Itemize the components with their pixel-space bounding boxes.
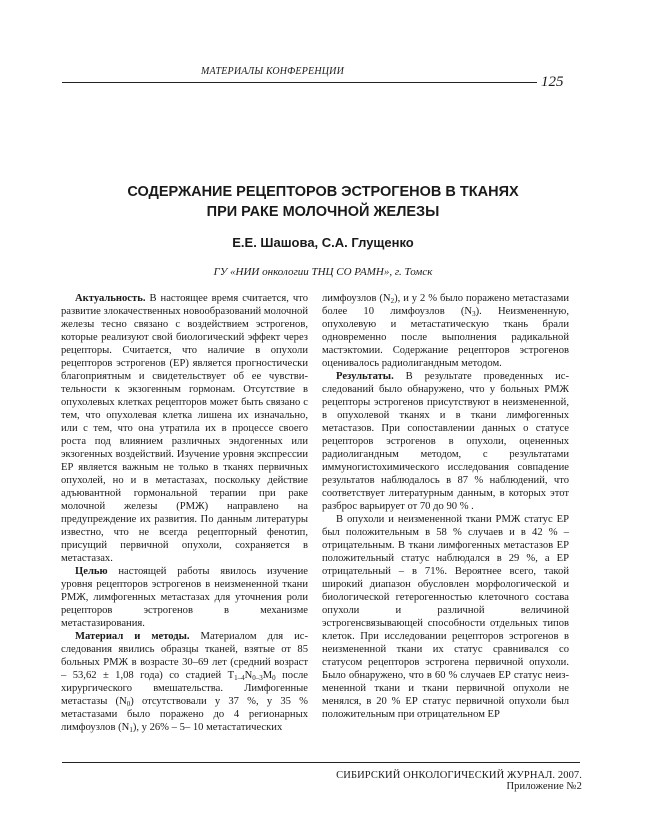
title-line-2: ПРИ РАКЕ МОЛОЧНОЙ ЖЕЛЕЗЫ	[206, 204, 440, 220]
paragraph-results	[322, 370, 569, 513]
paragraph-text: настоящей работы явилось изучение уровня рецепторов эстрогенов в неизмененной ткани РМЖ, лимфогенных метастазах для уточнения роли рецепторов эстрогенов в механизме метастазирования.	[61, 566, 308, 629]
footer-rule	[62, 762, 580, 763]
paragraph-aim	[61, 565, 308, 630]
running-header: МАТЕРИАЛЫ КОНФЕРЕНЦИИ	[200, 66, 345, 77]
paragraph-text: В результате проведенных исследований было обнаружено, что у больных РМЖ рецепторы эстрогенов присутствуют в неизмененной, в опухолевой тканях и в ткани лимфогенных метастазов. При сопоставлении данных о статусе рецепторов эстрогенов в опухоли, оцененных радиолигандным методом, с результатами иммуногистохимического исследования совпадение результатов наблюдалось в 87 % наблюдений, что соответствует литературным данным, в которых этот разброс варьирует от 70 до 90 % .	[322, 371, 569, 512]
paragraph-heading: Целью	[75, 566, 108, 577]
title-line-1: СОДЕРЖАНИЕ РЕЦЕПТОРОВ ЭСТРОГЕНОВ В ТКАНЯХ	[127, 184, 519, 200]
paragraph-methods-continued: лимфоузлов $(N_2)$, и у 2 % было поражено метастазами более 10 лимфоузлов $(N_3)$. Неизмененную, опухолевую и метастатическую ткань брали одновременно после выполнения радикальной мастэктомии. Содержание рецепторов эстрогенов оценивалось радиолигандным методом.	[322, 293, 570, 369]
paragraph-heading: Результаты.	[336, 371, 394, 382]
affiliation: ГУ «НИИ онкологии ТНЦ СО РАМН», г. Томск	[213, 266, 433, 278]
paragraph-relevance	[61, 292, 308, 565]
authors: Е.Е. Шашова, С.А. Глущенко	[232, 235, 414, 250]
journal-footer: СИБИРСКИЙ ОНКОЛОГИЧЕСКИЙ ЖУРНАЛ. 2007. Приложение №2	[336, 770, 582, 792]
left-column	[61, 292, 308, 734]
article-title	[60, 182, 586, 222]
paragraph-methods: Материал и методы. Материалом для исследования явились образцы тканей, взятые от 85 больных РМЖ в возрасте 30–69 лет (средний возраст – 53,62 ± 1,08 года) со стадией $T_{1-4}N_{0-3}M_0$ после хирургического вмешательства. Лимфогенные метастазы $(N_0)$ отсутствовали у 37 %, у 35 % метастазами было поражено до 4 регионарных лимфоузлов $(N_1)$, у 26% – 5– 10 метастатических	[61, 631, 308, 734]
paragraph-heading: Материал и методы.	[75, 631, 190, 642]
page-number: 125	[541, 74, 564, 90]
right-column	[322, 292, 569, 721]
paragraph-text: В настоящее время считается, что развитие злокачественных новообразований молочной железы тесно связано с воздействием эстрогенов, которые реализуют свой биологический эффект через рецепторы. Считается, что наличие в опухоли рецепторов эстрогенов (ЕР) является прогностически благоприятным и свидетельствует об ее чувствительности к экзогенным гормонам. Отсутствие в опухолевых клетках рецепторов может быть связано с тем, что опухолевая клетка лишена их изначально, или с тем, что она утратила их в процессе своего роста под влиянием различных эндогенных или экзогенных воздействий. Изучение уровня экспрессии ЕР является важным не только в тканях первичных опухолей, но и в метастазах, поскольку действие адъювантной гормональной терапии при раке молочной железы (РМЖ) направлено на предупреждение их развития. По данным литературы известно, что не всегда рецепторный фенотип, присущий первичной опухоли, сохраняется в метастазах.	[61, 293, 308, 564]
paragraph-heading: Актуальность.	[75, 293, 146, 304]
header-rule	[62, 82, 537, 83]
paragraph-results-2: В опухоли и неизмененной ткани РМЖ статус ЕР был положительным в 58 % случаев и в 42 % – отрицательным. В ткани лимфогенных метастазов ЕР положительный статус наблюдался в 29 %, а ЕР отрицательный – в 71%. Вероятнее всего, такой широкий диапазон обусловлен морфологической и биологической гетерогенностью клеточного состава опухоли и различной величиной эстрогенсвязывающей способности отдельных типов клеток. При исследовании рецепторов эстрогенов в неизмененной ткани их статус сравнивался со статусом рецепторов эстрогена первичной опухоли. Было обнаружено, что в 60 % случаев ЕР статус неизмененной ткани и ткани первичной опухоли не менялся, в 20 % ЕР статус первичной опухоли был положительным при отрицательном ЕР	[322, 514, 569, 720]
